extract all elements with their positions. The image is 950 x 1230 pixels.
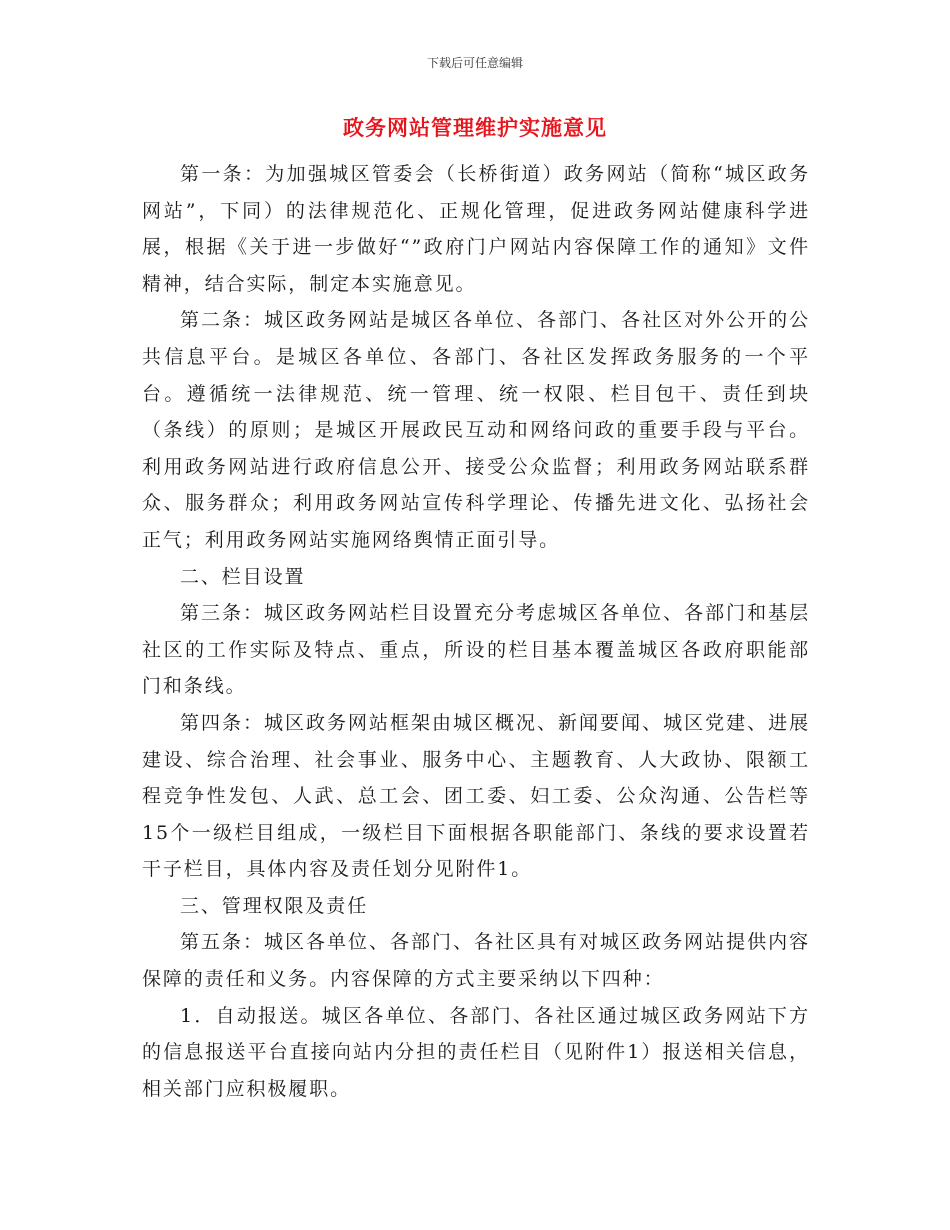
section-heading-column-setup: 二、栏目设置	[180, 565, 306, 588]
paragraph-article-1: 第一条：为加强城区管委会（长桥街道）政务网站（简称“城区政务网站”，下同）的法律规范化、正规化管理，促进政务网站健康科学进展，根据《关于进一步做好“”政府门户网站内容保障工作的通知》文件精神，结合实际，制定本实施意见。	[142, 163, 810, 295]
page-header-note: 下载后可任意编辑	[426, 56, 523, 70]
paragraph-article-3: 第三条：城区政务网站栏目设置充分考虑城区各单位、各部门和基层社区的工作实际及特点、重点，所设的栏目基本覆盖城区各政府职能部门和条线。	[142, 602, 810, 698]
paragraph-article-4: 第四条：城区政务网站框架由城区概况、新闻要闻、城区党建、进展建设、综合治理、社会事业、服务中心、主题教育、人大政协、限额工程竞争性发包、人武、总工会、团工委、妇工委、公众沟通、公告栏等15个一级栏目组成，一级栏目下面根据各职能部门、条线的要求设置若干子栏目，具体内容及责任划分见附件1。	[142, 711, 810, 881]
document-body	[142, 156, 810, 1107]
paragraph-article-2: 第二条：城区政务网站是城区各单位、各部门、各社区对外公开的公共信息平台。是城区各单位、各部门、各社区发挥政务服务的一个平台。遵循统一法律规范、统一管理、统一权限、栏目包干、责任到块（条线）的原则；是城区开展政民互动和网络问政的重要手段与平台。利用政务网站进行政府信息公开、接受公众监督；利用政务网站联系群众、服务群众；利用政务网站宣传科学理论、传播先进文化、弘扬社会正气；利用政务网站实施网络舆情正面引导。	[142, 309, 810, 551]
document-title: 政务网站管理维护实施意见	[343, 115, 607, 140]
paragraph-item-1-auto-submit: 1．自动报送。城区各单位、各部门、各社区通过城区政务网站下方的信息报送平台直接向站内分担的责任栏目（见附件1）报送相关信息，相关部门应积极履职。	[142, 1004, 810, 1100]
paragraph-article-5: 第五条：城区各单位、各部门、各社区具有对城区政务网站提供内容保障的责任和义务。内容保障的方式主要采纳以下四种：	[142, 931, 810, 991]
section-heading-management-authority: 三、管理权限及责任	[180, 894, 369, 917]
